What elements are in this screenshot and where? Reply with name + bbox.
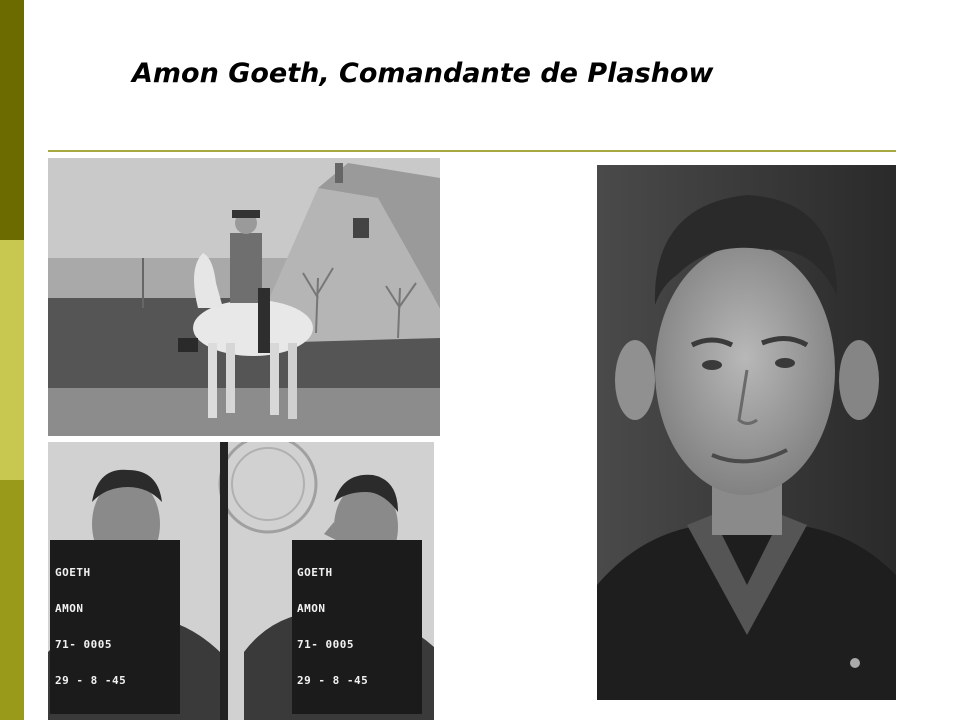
- plate-front-surname: GOETH: [55, 566, 91, 579]
- mugshot-photo: [48, 442, 434, 720]
- portrait-photo: [597, 165, 896, 700]
- plate-side-firstname: AMON: [297, 602, 326, 615]
- horse-photo-image: [48, 158, 440, 436]
- portrait-photo-image: [597, 165, 896, 700]
- plate-side-number: 71- 0005: [297, 638, 354, 651]
- decorative-bar-middle: [0, 240, 24, 480]
- plate-front-firstname: AMON: [55, 602, 84, 615]
- plate-side-surname: GOETH: [297, 566, 333, 579]
- decorative-bar-bottom: [0, 480, 24, 720]
- mugshot-name-plate-side: [292, 540, 422, 714]
- mugshot-name-plate-front: [50, 540, 180, 714]
- plate-side-date: 29 - 8 -45: [297, 674, 369, 687]
- title-underline-rule: [48, 150, 896, 152]
- plate-front-date: 29 - 8 -45: [55, 674, 127, 687]
- horse-photo: [48, 158, 440, 436]
- plate-front-number: 71- 0005: [55, 638, 112, 651]
- slide-title: Amon Goeth, Comandante de Plashow: [132, 58, 714, 89]
- decorative-bar-top: [0, 0, 24, 240]
